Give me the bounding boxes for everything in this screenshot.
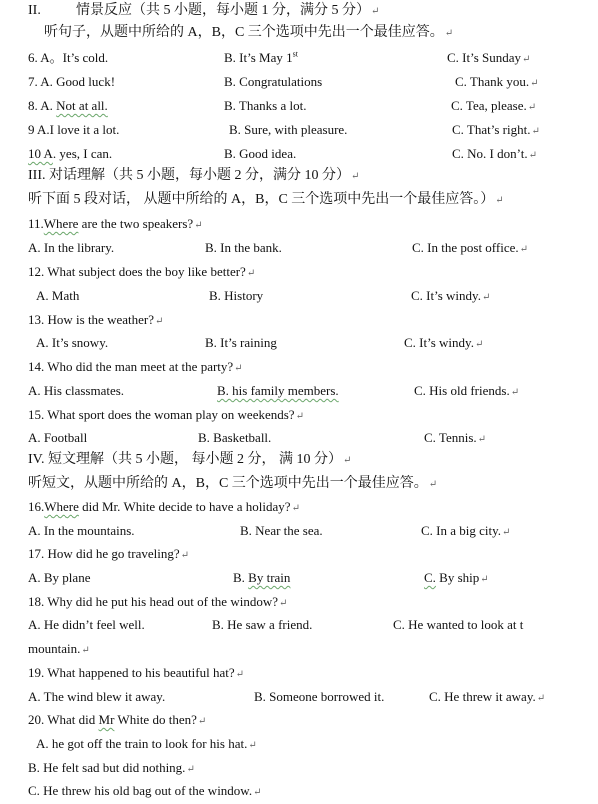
question-6 [0, 47, 598, 69]
q6-option-b: B. It’s May 1st [224, 49, 298, 65]
q19-option-a: A. The wind blew it away. [28, 689, 166, 704]
section-ii-title: 情景反应（共 5 小题，每小题 1 分，满分 5 分）↵ [76, 3, 380, 18]
q17-option-b: B. By train [233, 570, 291, 585]
q7-option-a: 7. A. Good luck! [28, 74, 116, 89]
question-12-options [0, 285, 598, 307]
q8-option-a: 8. A. Not at all. [28, 98, 108, 113]
section-iv-header: IV. 短文理解（共 5 小题， 每小题 2 分， 满 10 分）↵ [28, 452, 352, 467]
q11-option-a: A. In the library. [28, 240, 115, 255]
q10-option-a: 10 A. yes, I can. [28, 146, 113, 161]
q10-option-c: C. No. I don’t.↵ [452, 146, 537, 161]
q14-option-b: B. his family members. [217, 383, 339, 398]
section-ii-number: II. [28, 3, 41, 18]
q13-option-b: B. It’s raining [205, 335, 277, 350]
q16-option-c: C. In a big city.↵ [421, 523, 511, 538]
section-ii-header [0, 0, 598, 22]
q19-option-b: B. Someone borrowed it. [254, 689, 385, 704]
q15-option-c: C. Tennis.↵ [424, 430, 487, 445]
q9-option-c: C. That’s right.↵ [452, 122, 540, 137]
question-16: 16.Where did Mr. White decide to have a holiday?↵ [28, 499, 300, 514]
q13-option-a: A. It’s snowy. [36, 335, 109, 350]
question-9 [0, 119, 598, 141]
section-iii-header: III. 对话理解（共 5 小题，每小题 2 分，满分 10 分）↵ [28, 168, 360, 183]
q18-option-c: C. He wanted to look at t [393, 617, 524, 632]
question-17: 17. How did he go traveling?↵ [28, 546, 190, 561]
q16-option-b: B. Near the sea. [240, 523, 323, 538]
question-7 [0, 71, 598, 93]
q18-option-a: A. He didn’t feel well. [28, 617, 145, 632]
q11-option-b: B. In the bank. [205, 240, 282, 255]
q12-option-b: B. History [209, 288, 264, 303]
question-15: 15. What sport does the woman play on weekends?↵ [28, 407, 304, 422]
question-20: 20. What did Mr White do then?↵ [28, 712, 207, 727]
question-11: 11.Where are the two speakers?↵ [28, 216, 203, 231]
q15-option-a: A. Football [28, 430, 88, 445]
q11-option-c: C. In the post office.↵ [412, 240, 529, 255]
question-19-options [0, 686, 598, 708]
question-18: 18. Why did he put his head out of the window?↵ [28, 594, 288, 609]
q17-option-a: A. By plane [28, 570, 91, 585]
q15-option-b: B. Basketball. [198, 430, 272, 445]
q7-option-c: C. Thank you.↵ [455, 74, 539, 89]
q14-option-a: A. His classmates. [28, 383, 125, 398]
q8-option-c: C. Tea, please.↵ [451, 98, 537, 113]
q19-option-c: C. He threw it away.↵ [429, 689, 546, 704]
q16-option-a: A. In the mountains. [28, 523, 135, 538]
question-11-options [0, 237, 598, 259]
question-14: 14. Who did the man meet at the party?↵ [28, 359, 243, 374]
q13-option-c: C. It’s windy.↵ [404, 335, 484, 350]
q7-option-b: B. Congratulations [224, 74, 323, 89]
q9-option-a: 9 A.I love it a lot. [28, 122, 120, 137]
question-15-options [0, 427, 598, 449]
question-8 [0, 95, 598, 117]
section-iii-instruction: 听下面 5 段对话， 从题中所给的 A，B，C 三个选项中先出一个最佳应答。）↵ [28, 192, 504, 207]
q10-option-b: B. Good idea. [224, 146, 297, 161]
q20-option-b: B. He felt sad but did nothing.↵ [28, 760, 195, 775]
question-10 [0, 143, 598, 165]
q8-option-b: B. Thanks a lot. [224, 98, 307, 113]
question-19: 19. What happened to his beautiful hat?↵ [28, 665, 245, 680]
q9-option-b: B. Sure, with pleasure. [229, 122, 348, 137]
q12-option-a: A. Math [36, 288, 80, 303]
q20-option-a: A. he got off the train to look for his hat.↵ [36, 736, 257, 751]
q18-option-b: B. He saw a friend. [212, 617, 313, 632]
q6-option-c: C. It’s Sunday↵ [447, 50, 531, 65]
q14-option-c: C. His old friends.↵ [414, 383, 520, 398]
question-17-options [0, 567, 598, 589]
section-ii-instruction: 听句子，从题中所给的 A，B，C 三个选项中先出一个最佳应答。↵ [44, 25, 454, 40]
q6-option-a: 6. A。It’s cold. [28, 50, 109, 65]
question-16-options [0, 520, 598, 542]
q20-option-c: C. He threw his old bag out of the window.↵ [28, 783, 262, 798]
question-18-continuation: mountain.↵ [28, 641, 90, 656]
question-14-options [0, 380, 598, 402]
question-12: 12. What subject does the boy like better?↵ [28, 264, 256, 279]
section-iv-instruction: 听短文，从题中所给的 A，B，C 三个选项中先出一个最佳应答。↵ [28, 476, 438, 491]
question-13-options [0, 332, 598, 354]
question-13: 13. How is the weather?↵ [28, 312, 164, 327]
q12-option-c: C. It’s windy.↵ [411, 288, 491, 303]
q17-option-c: C. By ship↵ [424, 570, 489, 585]
question-18-options [0, 614, 598, 636]
